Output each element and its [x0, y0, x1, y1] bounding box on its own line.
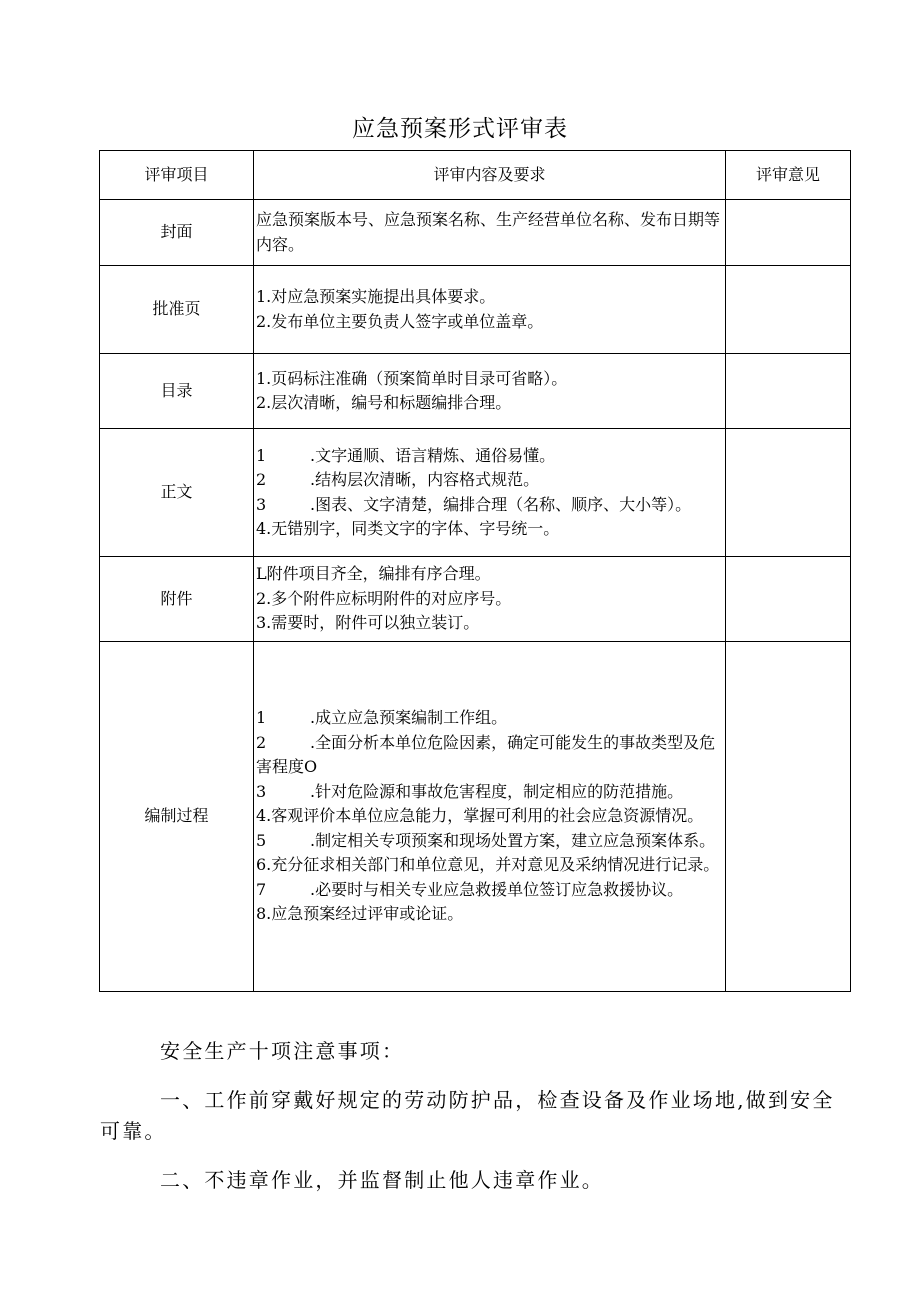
requirement-number: 1 — [256, 708, 267, 728]
requirement-line — [256, 391, 723, 416]
requirement-line — [256, 902, 723, 927]
requirement-line — [256, 562, 723, 587]
safety-notes — [100, 1036, 850, 1214]
table-row — [100, 429, 851, 557]
requirement-line — [256, 804, 723, 829]
requirement-text: 1.对应急预案实施提出具体要求。 — [256, 287, 496, 306]
review-opinion-cell[interactable] — [726, 200, 851, 266]
note-item: 一、工作前穿戴好规定的劳动防护品，检查设备及作业场地,做到安全可靠。 — [100, 1088, 835, 1143]
review-item: 附件 — [100, 557, 254, 642]
review-opinion-cell[interactable] — [726, 642, 851, 992]
requirement-number: 3 — [256, 494, 267, 514]
requirement-text: .图表、文字清楚，编排合理（名称、顺序、大小等）。 — [310, 494, 692, 514]
requirement-line — [256, 444, 723, 469]
requirement-line — [256, 517, 723, 542]
page-title: 应急预案形式评审表 — [352, 116, 568, 142]
note-item: 二、不违章作业，并监督制止他人违章作业。 — [160, 1168, 604, 1192]
requirement-text: .文字通顺、语言精炼、通俗易懂。 — [310, 445, 556, 465]
review-item: 正文 — [100, 429, 254, 557]
requirement-text: 4.客观评价本单位应急能力，掌握可利用的社会应急资源情况。 — [256, 806, 704, 826]
review-item: 目录 — [100, 354, 254, 429]
review-item: 封面 — [100, 200, 254, 266]
review-content — [254, 200, 726, 266]
review-content — [254, 642, 726, 992]
review-item: 编制过程 — [100, 642, 254, 992]
requirement-number: 2 — [256, 470, 267, 489]
review-table — [99, 150, 851, 992]
table-row — [100, 266, 851, 354]
header-item: 评审项目 — [100, 151, 254, 200]
requirement-line — [256, 367, 723, 392]
requirement-number: 5 — [256, 830, 267, 850]
requirement-text: 4.无错别字，同类文字的字体、字号统一。 — [256, 519, 560, 538]
requirement-text: 6.充分征求相关部门和单位意见，并对意见及采纳情况进行记录。 — [256, 855, 720, 875]
review-content — [254, 266, 726, 354]
requirement-text: 2.发布单位主要负责人签字或单位盖章。 — [256, 311, 544, 331]
review-opinion-cell[interactable] — [726, 266, 851, 354]
table-row — [100, 642, 851, 992]
review-opinion-cell[interactable] — [726, 557, 851, 642]
review-content — [254, 557, 726, 642]
requirement-number: 2 — [256, 732, 267, 752]
header-opinion: 评审意见 — [726, 151, 851, 200]
requirement-line — [256, 829, 723, 854]
review-opinion-cell[interactable] — [726, 429, 851, 557]
requirement-text: 8.应急预案经过评审或论证。 — [256, 904, 464, 924]
requirement-line — [256, 208, 723, 257]
requirement-line — [256, 468, 723, 493]
header-content: 评审内容及要求 — [254, 151, 726, 200]
table-row — [100, 557, 851, 642]
requirement-text: 1.页码标注准确（预案简单时目录可省略）。 — [256, 368, 568, 388]
requirement-text: 应急预案版本号、应急预案名称、生产经营单位名称、发布日期等内容。 — [256, 210, 721, 254]
review-item: 批准页 — [100, 266, 254, 354]
requirement-text: .全面分析本单位危险因素，确定可能发生的事故类型及危害程度O — [256, 732, 716, 777]
table-row — [100, 200, 851, 266]
requirement-line — [256, 731, 723, 780]
requirement-text: 2.层次清晰，编号和标题编排合理。 — [256, 393, 512, 412]
requirement-text: .必要时与相关专业应急救援单位签订应急救援协议。 — [310, 879, 684, 899]
notes-heading: 安全生产十项注意事项： — [160, 1039, 405, 1063]
requirement-line — [256, 310, 723, 335]
requirement-text: L附件项目齐全，编排有序合理。 — [256, 564, 491, 584]
table-row — [100, 354, 851, 429]
requirement-text: .结构层次清晰，内容格式规范。 — [310, 470, 540, 489]
requirement-line — [256, 285, 723, 310]
table-header-row — [100, 151, 851, 200]
requirement-number: 7 — [256, 879, 267, 899]
requirement-line — [256, 611, 723, 636]
requirement-text: .成立应急预案编制工作组。 — [310, 708, 508, 728]
requirement-line — [256, 706, 723, 731]
requirement-line — [256, 780, 723, 805]
requirement-text: 2.多个附件应标明附件的对应序号。 — [256, 588, 512, 608]
requirement-text: .针对危险源和事故危害程度，制定相应的防范措施。 — [310, 781, 684, 801]
requirement-line — [256, 853, 723, 878]
requirement-text: 3.需要时，附件可以独立装订。 — [256, 613, 480, 633]
requirement-text: .制定相关专项预案和现场处置方案，建立应急预案体系。 — [310, 830, 716, 850]
review-content — [254, 354, 726, 429]
review-opinion-cell[interactable] — [726, 354, 851, 429]
requirement-line — [256, 878, 723, 903]
requirement-line — [256, 587, 723, 612]
requirement-line — [256, 493, 723, 518]
review-content — [254, 429, 726, 557]
requirement-number: 3 — [256, 781, 267, 801]
requirement-number: 1 — [256, 445, 267, 465]
